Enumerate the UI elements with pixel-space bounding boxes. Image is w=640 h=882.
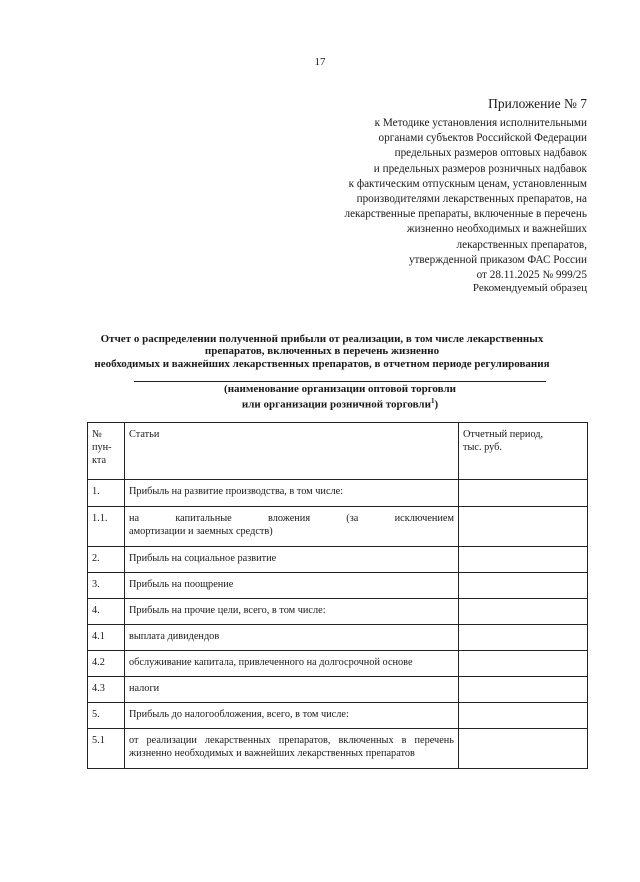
row-value[interactable] xyxy=(459,677,588,703)
appendix-line: к фактическим отпускным ценам, установленным xyxy=(348,177,587,190)
appendix-line: и предельных размеров розничных надбавок xyxy=(373,162,587,175)
organization-caption xyxy=(134,383,546,411)
organization-caption-line xyxy=(134,395,546,411)
row-article: Прибыль на развитие производства, в том числе: xyxy=(125,480,459,507)
row-number: 1.1. xyxy=(88,507,125,547)
report-title xyxy=(80,333,564,370)
report-title-line: Отчет о распределении полученной прибыли от реализации, в том числе лекарственных xyxy=(100,333,544,345)
row-value[interactable] xyxy=(459,547,588,573)
row-value[interactable] xyxy=(459,625,588,651)
table-row xyxy=(88,651,588,677)
header-number-line: пун- xyxy=(92,442,112,453)
header-period-line: тыс. руб. xyxy=(463,442,502,453)
header-number-line: № xyxy=(92,429,102,440)
header-period-line: Отчетный период, xyxy=(463,429,544,440)
row-value[interactable] xyxy=(459,573,588,599)
row-number: 1. xyxy=(88,480,125,507)
appendix-line: предельных размеров оптовых надбавок xyxy=(394,147,587,160)
row-article: обслуживание капитала, привлеченного на долгосрочной основе xyxy=(125,651,459,677)
row-article: Прибыль на поощрение xyxy=(125,573,459,599)
row-number: 4.2 xyxy=(88,651,125,677)
page-number: 17 xyxy=(314,56,326,68)
appendix-line: к Методике установления исполнительными xyxy=(374,117,587,129)
row-article xyxy=(125,729,459,769)
header-number-line: кта xyxy=(92,455,107,466)
row-article: Прибыль на прочие цели, всего, в том числе: xyxy=(125,599,459,625)
row-value[interactable] xyxy=(459,703,588,729)
row-article: выплата дивидендов xyxy=(125,625,459,651)
row-number: 5. xyxy=(88,703,125,729)
appendix-line: лекарственные препараты, включенные в перечень xyxy=(344,208,587,221)
table-row xyxy=(88,507,588,547)
table-row xyxy=(88,480,588,507)
row-number: 2. xyxy=(88,547,125,573)
row-number: 4.3 xyxy=(88,677,125,703)
row-value[interactable] xyxy=(459,599,588,625)
appendix-line: от 28.11.2025 № 999/25 xyxy=(476,269,587,282)
organization-caption-text: или организации розничной торговли xyxy=(241,398,431,411)
row-article: Прибыль до налогообложения, всего, в том числе: xyxy=(125,703,459,729)
row-value[interactable] xyxy=(459,729,588,769)
row-value[interactable] xyxy=(459,651,588,677)
row-article-line: амортизации и заемных средств) xyxy=(129,526,273,537)
row-article-line: от реализации лекарственных препаратов, включенных в перечень xyxy=(129,735,454,746)
table-row xyxy=(88,625,588,651)
header-number xyxy=(88,423,125,480)
header-period xyxy=(459,423,588,480)
row-article: Прибыль на социальное развитие xyxy=(125,547,459,573)
header-article: Статьи xyxy=(125,423,459,480)
table-row xyxy=(88,599,588,625)
organization-caption-close: ) xyxy=(434,398,439,411)
profit-distribution-table xyxy=(87,422,588,769)
table-row xyxy=(88,703,588,729)
report-title-line: препаратов, включенных в перечень жизненно xyxy=(204,345,440,358)
row-value[interactable] xyxy=(459,507,588,547)
row-article-line: на капитальные вложения (за исключением xyxy=(129,513,454,524)
row-article xyxy=(125,507,459,547)
report-title-line: необходимых и важнейших лекарственных препаратов, в отчетном периоде регулирования xyxy=(94,357,550,370)
recommended-sample-label: Рекомендуемый образец xyxy=(472,282,587,294)
row-article-line: жизненно необходимых и важнейших лекарственных препаратов xyxy=(129,748,415,759)
appendix-line: лекарственных препаратов, xyxy=(456,238,587,251)
appendix-line: производителями лекарственных препаратов, на xyxy=(356,193,587,206)
appendix-line: жизненно необходимых и важнейших xyxy=(406,223,587,236)
table-row xyxy=(88,547,588,573)
appendix-line: утвержденной приказом ФАС России xyxy=(408,253,587,266)
row-number: 4.1 xyxy=(88,625,125,651)
appendix-description xyxy=(287,116,587,283)
organization-name-line xyxy=(134,381,546,382)
row-number: 4. xyxy=(88,599,125,625)
table-row xyxy=(88,677,588,703)
organization-caption-line: (наименование организации оптовой торговли xyxy=(224,383,456,395)
appendix-title: Приложение № 7 xyxy=(488,96,587,111)
row-number: 3. xyxy=(88,573,125,599)
row-number: 5.1 xyxy=(88,729,125,769)
row-article: налоги xyxy=(125,677,459,703)
footnote-mark: 1 xyxy=(430,397,435,406)
table-row xyxy=(88,729,588,769)
table-header-row xyxy=(88,423,588,480)
row-value[interactable] xyxy=(459,480,588,507)
appendix-line: органами субъектов Российской Федерации xyxy=(378,132,587,145)
table-row xyxy=(88,573,588,599)
